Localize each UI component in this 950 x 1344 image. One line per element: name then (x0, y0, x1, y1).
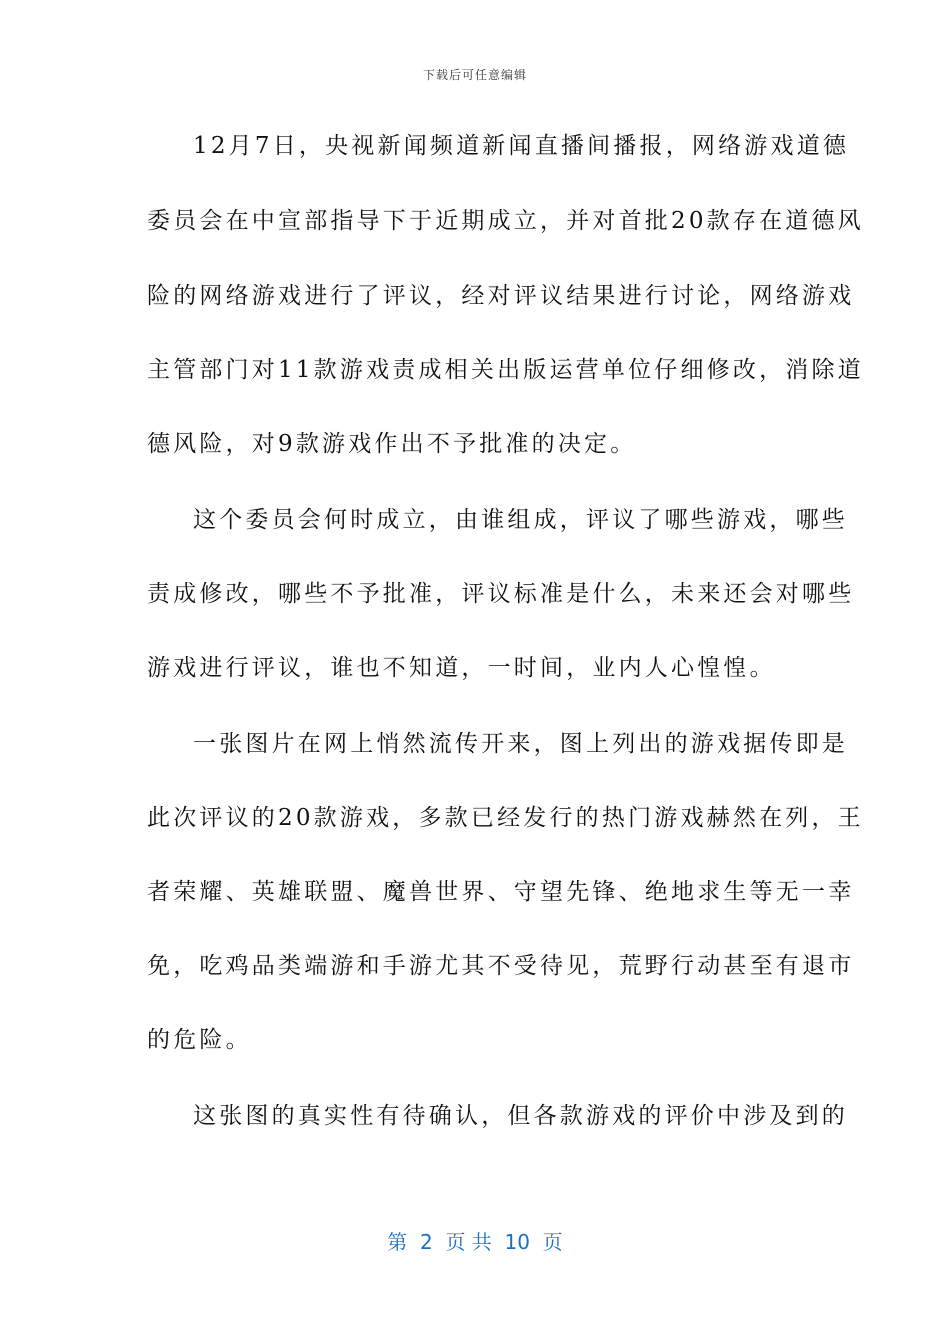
page-number-footer: 第 2 页 共 10 页 (387, 1230, 563, 1254)
paragraph-1-line-4: 主管部门对11款游戏责成相关出版运营单位仔细修改，消除道 (147, 357, 864, 383)
header-note: 下载后可任意编辑 (422, 68, 527, 82)
paragraph-1-line-2: 委员会在中宣部指导下于近期成立，并对首批20款存在道德风 (147, 208, 864, 234)
paragraph-4-line-1: 这张图的真实性有待确认，但各款游戏的评价中涉及到的 (193, 1103, 848, 1129)
paragraph-3-line-4: 免，吃鸡品类端游和手游尤其不受待见，荒野行动甚至有退市 (147, 953, 855, 979)
paragraph-3-line-2: 此次评议的20款游戏，多款已经发行的热门游戏赫然在列，王 (147, 805, 864, 831)
paragraph-2-line-3: 游戏进行评议，谁也不知道，一时间，业内人心惶惶。 (147, 655, 776, 681)
paragraph-3-line-1: 一张图片在网上悄然流传开来，图上列出的游戏据传即是 (193, 731, 848, 757)
paragraph-1-line-5: 德风险，对9款游戏作出不予批准的决定。 (147, 431, 637, 457)
paragraph-1-line-3: 险的网络游戏进行了评议，经对评议结果进行讨论，网络游戏 (147, 283, 855, 309)
paragraph-2-line-1: 这个委员会何时成立，由谁组成，评议了哪些游戏，哪些 (193, 507, 848, 533)
paragraph-3-line-5: 的危险。 (147, 1027, 252, 1053)
paragraph-3-line-3: 者荣耀、英雄联盟、魔兽世界、守望先锋、绝地求生等无一幸 (147, 879, 855, 905)
paragraph-1-line-1: 12月7日，央视新闻频道新闻直播间播报，网络游戏道德 (193, 133, 850, 159)
paragraph-2-line-2: 责成修改，哪些不予批准，评议标准是什么，未来还会对哪些 (147, 581, 855, 607)
